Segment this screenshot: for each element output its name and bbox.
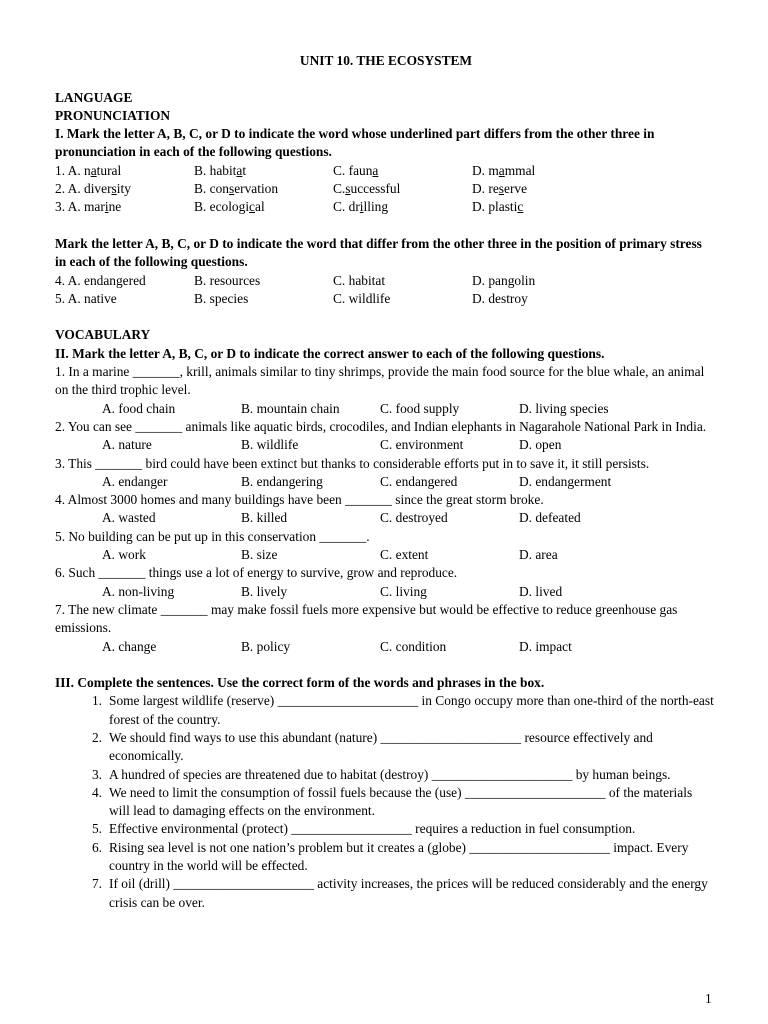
answer-option: D. endangerment	[519, 473, 612, 489]
answer-options	[55, 473, 715, 491]
part2-instruction: II. Mark the letter A, B, C, or D to indicate the correct answer to each of the following questions.	[55, 345, 605, 361]
option-text-before: C.	[333, 181, 346, 197]
pronunciation-question	[55, 198, 715, 216]
item-number: 3.	[91, 766, 102, 782]
answer-option: A. change	[102, 638, 157, 654]
answer-option: D. defeated	[519, 510, 581, 526]
underlined-part: c	[517, 199, 524, 215]
answer-option: B. killed	[241, 510, 288, 526]
pronunciation-question	[55, 162, 715, 180]
list-item	[55, 820, 715, 838]
question-stem: 6. Such _______ things use a lot of energy to survive, grow and reproduce.	[55, 565, 458, 581]
part1-instruction: I. Mark the letter A, B, C, or D to indicate the word whose underlined part differs from the other three in pronunciation in each of the following questions.	[55, 126, 655, 160]
underlined-part: s	[498, 181, 504, 197]
answer-option: B. mountain chain	[241, 400, 340, 416]
item-text: We need to limit the consumption of fossil fuels because the (use) _____________________ of the materials will lead to damaging effects on the environment.	[109, 784, 693, 819]
underlined-part: s	[345, 181, 351, 197]
answer-option: C. food supply	[380, 400, 460, 416]
option-text-before: B. ecologi	[194, 199, 250, 215]
item-text: We should find ways to use this abundant (nature) _____________________ resource effectively and economically.	[109, 729, 653, 764]
answer-option: 5. A. native	[55, 290, 117, 306]
answer-option: A. work	[102, 547, 146, 563]
option-text-before: 3. A. mar	[55, 199, 105, 215]
item-text: Effective environmental (protect) __________________ requires a reduction in fuel consumption.	[109, 821, 636, 837]
option-text-before: D. plasti	[472, 199, 518, 215]
answer-option: A. nature	[102, 437, 152, 453]
answer-option: C. extent	[380, 547, 429, 563]
answer-option: C. condition	[380, 638, 447, 654]
answer-options	[55, 509, 715, 527]
option-text-after: mmal	[504, 162, 536, 178]
underlined-part: i	[104, 199, 109, 215]
underlined-part: a	[90, 162, 97, 178]
option-text-after: uccessful	[350, 181, 401, 197]
option-text-after: ervation	[234, 181, 279, 197]
answer-option: A. wasted	[102, 510, 156, 526]
list-item	[55, 729, 715, 766]
item-number: 7.	[91, 876, 102, 892]
section-vocabulary: VOCABULARY	[55, 327, 151, 343]
section-pronunciation: PRONUNCIATION	[55, 107, 171, 123]
answer-option: D. lived	[519, 583, 563, 599]
answer-option: B. size	[241, 547, 278, 563]
item-number: 2.	[91, 729, 102, 745]
answer-option: D. pangolin	[472, 272, 536, 288]
option-text-after: lling	[363, 199, 389, 215]
option-text-before: 1. A. n	[55, 162, 91, 178]
option-text-after: al	[255, 199, 265, 215]
underlined-part: i	[359, 199, 364, 215]
answer-option: D. open	[519, 437, 562, 453]
answer-option	[194, 180, 333, 198]
item-text: Rising sea level is not one nation’s problem but it creates a (globe) _____________________ impact. Every country in the world will be effected.	[109, 839, 689, 874]
question-stem: 3. This _______ bird could have been extinct but thanks to considerable efforts put in to save it, it still persists.	[55, 455, 650, 471]
page-title: UNIT 10. THE ECOSYSTEM	[299, 53, 473, 68]
question-stem: 7. The new climate _______ may make fossil fuels more expensive but would be effective to reduce greenhouse gas emissions.	[55, 601, 678, 636]
answer-options	[55, 436, 715, 454]
answer-options	[55, 546, 715, 564]
answer-option: C. living	[380, 583, 427, 599]
answer-option: A. endanger	[102, 473, 168, 489]
answer-option: D. area	[519, 547, 558, 563]
answer-option: C. environment	[380, 437, 464, 453]
item-number: 5.	[91, 821, 102, 837]
answer-option: B. species	[194, 290, 249, 306]
answer-option: D. destroy	[472, 290, 528, 306]
question-stem: 4. Almost 3000 homes and many buildings have been _______ since the great storm broke.	[55, 492, 544, 508]
answer-options	[55, 583, 715, 601]
answer-option: 4. A. endangered	[55, 272, 146, 288]
option-text-before: D. m	[472, 162, 499, 178]
option-text-after: ity	[116, 181, 131, 197]
list-item	[55, 839, 715, 876]
answer-option	[333, 198, 472, 216]
option-text-before: B. con	[194, 181, 229, 197]
underlined-part: a	[372, 162, 379, 178]
answer-option: B. endangering	[241, 473, 323, 489]
answer-option: B. wildlife	[241, 437, 299, 453]
option-text-before: C. dr	[333, 199, 360, 215]
answer-option: D. impact	[519, 638, 572, 654]
answer-option	[333, 162, 472, 180]
underlined-part: s	[111, 181, 117, 197]
answer-option: A. food chain	[102, 400, 176, 416]
answer-option	[472, 180, 652, 198]
pronunciation-questions	[55, 162, 715, 217]
item-text: If oil (drill) _____________________ activity increases, the prices will be reduced considerably and the energy crisis can be over.	[109, 876, 708, 910]
answer-options	[55, 400, 715, 418]
stress-instruction: Mark the letter A, B, C, or D to indicate the word that differ from the other three in the position of primary stress in each of the following questions.	[55, 235, 702, 270]
answer-option	[472, 162, 652, 180]
answer-option	[55, 162, 194, 180]
list-item	[55, 766, 715, 784]
option-text-after: tural	[96, 162, 122, 178]
stress-questions	[55, 272, 715, 309]
answer-option	[55, 198, 194, 216]
answer-option: D. living species	[519, 400, 609, 416]
pronunciation-question	[55, 180, 715, 198]
vocabulary-questions	[55, 363, 715, 656]
underlined-part: a	[236, 162, 243, 178]
list-item	[55, 784, 715, 821]
option-text-before: 2. A. diver	[55, 181, 112, 197]
answer-option	[194, 198, 333, 216]
stress-question	[55, 290, 715, 308]
answer-option	[333, 180, 472, 198]
question-stem: 1. In a marine _______, krill, animals similar to tiny shrimps, provide the main food source for the blue whale, an animal on the third trophic level.	[55, 364, 705, 398]
answer-option: B. policy	[241, 638, 291, 654]
answer-option: C. destroyed	[380, 510, 448, 526]
list-item	[55, 692, 715, 729]
answer-option: C. wildlife	[333, 290, 391, 306]
item-number: 4.	[91, 784, 102, 800]
underlined-part: c	[249, 199, 255, 215]
option-text-before: D. re	[472, 181, 499, 197]
question-stem: 5. No building can be put up in this conservation _______.	[55, 528, 370, 544]
answer-option	[55, 180, 194, 198]
list-item	[55, 875, 715, 912]
option-text-after: t	[242, 162, 247, 178]
stress-question	[55, 272, 715, 290]
answer-options	[55, 638, 715, 656]
answer-option	[472, 198, 652, 216]
item-text: Some largest wildlife (reserve) _____________________ in Congo occupy more than one-third of the north-east forest of the country.	[109, 693, 714, 727]
document-body	[55, 52, 715, 912]
answer-option	[194, 162, 333, 180]
item-text: A hundred of species are threatened due to habitat (destroy) _____________________ by human beings.	[109, 766, 671, 782]
answer-option: A. non-living	[102, 583, 175, 599]
underlined-part: a	[498, 162, 505, 178]
answer-option: C. endangered	[380, 473, 458, 489]
word-form-sentences	[55, 692, 715, 912]
option-text-after: erve	[504, 181, 528, 197]
question-stem: 2. You can see _______ animals like aquatic birds, crocodiles, and Indian elephants in Nagarahole National Park in India.	[55, 418, 707, 434]
answer-option: C. habitat	[333, 272, 386, 288]
option-text-before: C. faun	[333, 162, 373, 178]
answer-option: B. lively	[241, 583, 288, 599]
option-text-after: ne	[108, 199, 122, 215]
answer-option: B. resources	[194, 272, 261, 288]
section-language: LANGUAGE	[55, 89, 133, 105]
option-text-before: B. habit	[194, 162, 237, 178]
item-number: 1.	[91, 693, 102, 709]
page-number: 1	[705, 991, 712, 1006]
item-number: 6.	[91, 839, 102, 855]
underlined-part: s	[228, 181, 235, 197]
part3-instruction: III. Complete the sentences. Use the correct form of the words and phrases in the box.	[55, 675, 545, 691]
